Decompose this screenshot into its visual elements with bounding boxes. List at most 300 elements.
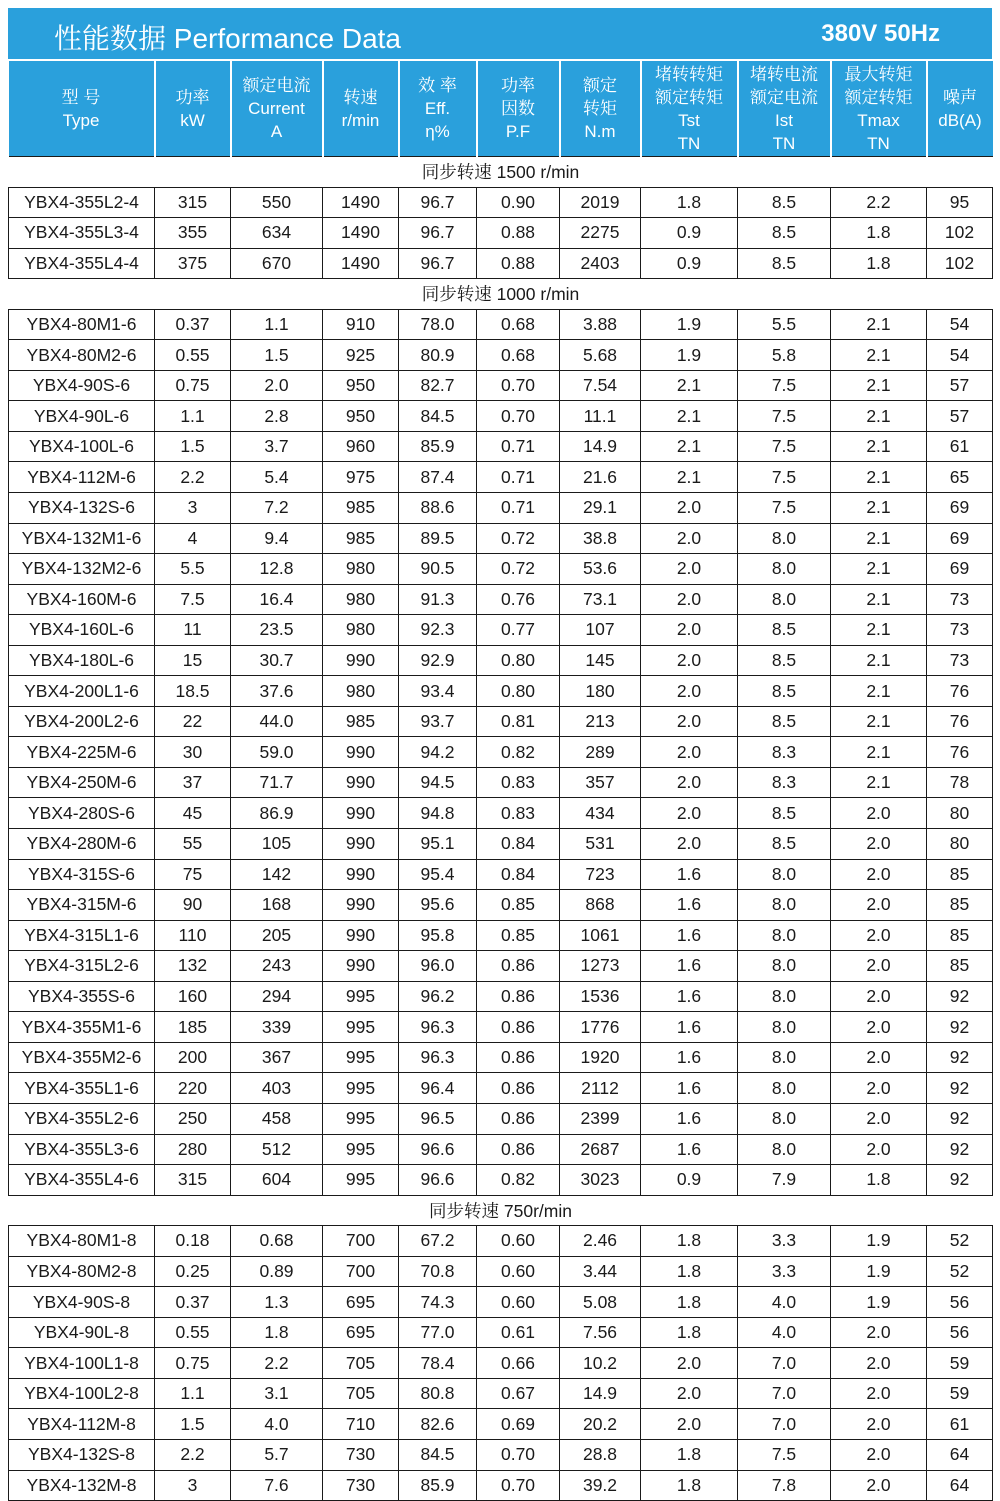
value-cell: 39.2 — [560, 1470, 641, 1501]
value-cell: 5.5 — [155, 554, 231, 585]
value-cell: 1490 — [323, 248, 399, 279]
value-cell: 980 — [323, 676, 399, 707]
value-cell: 2.8 — [231, 401, 323, 432]
value-cell: 0.88 — [477, 248, 560, 279]
value-cell: 2.0 — [831, 1103, 927, 1134]
value-cell: 1.1 — [155, 1378, 231, 1409]
value-cell: 14.9 — [560, 1378, 641, 1409]
value-cell: 910 — [323, 309, 399, 340]
value-cell: 2.0 — [641, 1348, 738, 1379]
value-cell: 2.0 — [641, 1378, 738, 1409]
value-cell: 0.70 — [477, 1439, 560, 1470]
table-row — [9, 920, 993, 951]
table-row — [9, 1042, 993, 1073]
value-cell: 7.0 — [738, 1409, 831, 1440]
table-row — [9, 1348, 993, 1379]
value-cell: 1.8 — [641, 1470, 738, 1501]
value-cell: 3.1 — [231, 1378, 323, 1409]
page-title: 性能数据 Performance Data — [54, 23, 401, 54]
column-header-line: r/min — [341, 110, 380, 130]
value-cell: 84.5 — [399, 1439, 477, 1470]
value-cell: 2.2 — [231, 1348, 323, 1379]
column-header-line: Eff. — [424, 99, 451, 118]
model-cell: YBX4-280M-6 — [9, 829, 155, 860]
value-cell: 2.0 — [831, 1439, 927, 1470]
value-cell: 77.0 — [399, 1317, 477, 1348]
value-cell: 23.5 — [231, 615, 323, 646]
table-row — [9, 218, 993, 249]
value-cell: 55 — [155, 829, 231, 860]
value-cell: 980 — [323, 615, 399, 646]
value-cell: 695 — [323, 1287, 399, 1318]
value-cell: 7.5 — [155, 584, 231, 615]
value-cell: 0.60 — [477, 1226, 560, 1257]
value-cell: 7.2 — [231, 493, 323, 524]
column-header-line: Current — [248, 99, 305, 118]
table-row — [9, 676, 993, 707]
value-cell: 1.8 — [831, 1165, 927, 1196]
model-cell: YBX4-90L-6 — [9, 401, 155, 432]
value-cell: 0.82 — [477, 1165, 560, 1196]
table-row — [9, 431, 993, 462]
value-cell: 85.9 — [399, 431, 477, 462]
column-header — [641, 61, 738, 157]
value-cell: 990 — [323, 920, 399, 951]
column-header — [399, 61, 477, 157]
value-cell: 3.3 — [738, 1256, 831, 1287]
table-row — [9, 584, 993, 615]
value-cell: 7.5 — [738, 493, 831, 524]
table-row — [9, 1012, 993, 1043]
value-cell: 78 — [927, 767, 993, 798]
table-row — [9, 1256, 993, 1287]
value-cell: 90.5 — [399, 554, 477, 585]
value-cell: 54 — [927, 340, 993, 371]
value-cell: 205 — [231, 920, 323, 951]
value-cell: 94.8 — [399, 798, 477, 829]
value-cell: 0.37 — [155, 1287, 231, 1318]
value-cell: 168 — [231, 890, 323, 921]
column-header-line: Ist — [775, 110, 793, 130]
value-cell: 0.83 — [477, 767, 560, 798]
value-cell: 20.2 — [560, 1409, 641, 1440]
value-cell: 4 — [155, 523, 231, 554]
value-cell: 2.1 — [831, 462, 927, 493]
value-cell: 0.72 — [477, 523, 560, 554]
table-row — [9, 1226, 993, 1257]
value-cell: 403 — [231, 1073, 323, 1104]
column-header-line: 最大转矩 — [844, 64, 913, 84]
value-cell: 975 — [323, 462, 399, 493]
column-header-line: Tst — [678, 110, 700, 130]
value-cell: 7.5 — [738, 370, 831, 401]
table-row — [9, 1103, 993, 1134]
table-row — [9, 859, 993, 890]
model-cell: YBX4-112M-6 — [9, 462, 155, 493]
model-cell: YBX4-132M2-6 — [9, 554, 155, 585]
value-cell: 315 — [155, 1165, 231, 1196]
value-cell: 1.8 — [641, 1317, 738, 1348]
value-cell: 2.0 — [641, 493, 738, 524]
table-row — [9, 890, 993, 921]
value-cell: 2.1 — [831, 767, 927, 798]
value-cell: 53.6 — [560, 554, 641, 585]
model-cell: YBX4-160M-6 — [9, 584, 155, 615]
value-cell: 990 — [323, 951, 399, 982]
value-cell: 8.5 — [738, 248, 831, 279]
value-cell: 0.88 — [477, 218, 560, 249]
model-cell: YBX4-100L2-8 — [9, 1378, 155, 1409]
value-cell: 7.5 — [738, 462, 831, 493]
value-cell: 8.0 — [738, 1134, 831, 1165]
value-cell: 3.88 — [560, 309, 641, 340]
value-cell: 89.5 — [399, 523, 477, 554]
value-cell: 2.1 — [831, 645, 927, 676]
value-cell: 37.6 — [231, 676, 323, 707]
value-cell: 28.8 — [560, 1439, 641, 1470]
column-header-line: 转速 — [343, 87, 378, 107]
model-cell: YBX4-90S-6 — [9, 370, 155, 401]
value-cell: 11.1 — [560, 401, 641, 432]
value-cell: 76 — [927, 737, 993, 768]
model-cell: YBX4-355M1-6 — [9, 1012, 155, 1043]
value-cell: 2.0 — [641, 523, 738, 554]
value-cell: 1.9 — [831, 1256, 927, 1287]
value-cell: 0.86 — [477, 1073, 560, 1104]
value-cell: 73 — [927, 615, 993, 646]
value-cell: 21.6 — [560, 462, 641, 493]
value-cell: 367 — [231, 1042, 323, 1073]
model-cell: YBX4-112M-8 — [9, 1409, 155, 1440]
value-cell: 3 — [155, 1470, 231, 1501]
value-cell: 0.81 — [477, 706, 560, 737]
column-header-line: 型 号 — [61, 87, 101, 107]
value-cell: 3.3 — [738, 1226, 831, 1257]
section-row — [9, 157, 993, 188]
value-cell: 289 — [560, 737, 641, 768]
value-cell: 59.0 — [231, 737, 323, 768]
value-cell: 54 — [927, 309, 993, 340]
value-cell: 1490 — [323, 218, 399, 249]
title-bar — [8, 8, 992, 59]
table-row — [9, 187, 993, 218]
value-cell: 8.5 — [738, 645, 831, 676]
value-cell: 7.5 — [738, 431, 831, 462]
value-cell: 0.37 — [155, 309, 231, 340]
value-cell: 2.1 — [831, 340, 927, 371]
value-cell: 80 — [927, 798, 993, 829]
value-cell: 0.71 — [477, 493, 560, 524]
value-cell: 4.0 — [231, 1409, 323, 1440]
model-cell: YBX4-90S-8 — [9, 1287, 155, 1318]
value-cell: 990 — [323, 859, 399, 890]
value-cell: 925 — [323, 340, 399, 371]
value-cell: 355 — [155, 218, 231, 249]
value-cell: 2.2 — [831, 187, 927, 218]
column-header — [560, 61, 641, 157]
value-cell: 2.1 — [831, 523, 927, 554]
value-cell: 92 — [927, 1012, 993, 1043]
value-cell: 280 — [155, 1134, 231, 1165]
section-label: 同步转速 750r/min — [9, 1195, 993, 1226]
value-cell: 985 — [323, 706, 399, 737]
value-cell: 0.80 — [477, 645, 560, 676]
value-cell: 990 — [323, 645, 399, 676]
value-cell: 2275 — [560, 218, 641, 249]
value-cell: 2.0 — [641, 1409, 738, 1440]
value-cell: 92 — [927, 1073, 993, 1104]
table-row — [9, 737, 993, 768]
value-cell: 730 — [323, 1439, 399, 1470]
table-row — [9, 370, 993, 401]
value-cell: 5.5 — [738, 309, 831, 340]
value-cell: 4.0 — [738, 1317, 831, 1348]
model-cell: YBX4-355L3-6 — [9, 1134, 155, 1165]
value-cell: 2.1 — [831, 554, 927, 585]
value-cell: 1.6 — [641, 890, 738, 921]
column-header-line: 额定电流 — [242, 76, 311, 95]
value-cell: 2.0 — [831, 1134, 927, 1165]
column-header-line: 堵转电流 — [750, 64, 818, 84]
value-cell: 0.55 — [155, 340, 231, 371]
value-cell: 1.6 — [641, 981, 738, 1012]
value-cell: 1.6 — [641, 1042, 738, 1073]
value-cell: 2.1 — [831, 370, 927, 401]
value-cell: 995 — [323, 981, 399, 1012]
value-cell: 0.84 — [477, 829, 560, 860]
value-cell: 18.5 — [155, 676, 231, 707]
value-cell: 980 — [323, 584, 399, 615]
table-row — [9, 401, 993, 432]
table-row — [9, 1073, 993, 1104]
section-label: 同步转速 1000 r/min — [9, 279, 993, 310]
column-header-line: 转矩 — [583, 99, 617, 118]
column-header — [323, 61, 399, 157]
value-cell: 2.2 — [155, 462, 231, 493]
value-cell: 29.1 — [560, 493, 641, 524]
value-cell: 0.77 — [477, 615, 560, 646]
value-cell: 57 — [927, 401, 993, 432]
value-cell: 105 — [231, 829, 323, 860]
value-cell: 132 — [155, 951, 231, 982]
value-cell: 990 — [323, 767, 399, 798]
value-cell: 92 — [927, 1165, 993, 1196]
value-cell: 1.9 — [641, 340, 738, 371]
value-cell: 0.80 — [477, 676, 560, 707]
value-cell: 2.1 — [831, 584, 927, 615]
value-cell: 1.6 — [641, 1073, 738, 1104]
value-cell: 0.89 — [231, 1256, 323, 1287]
value-cell: 96.5 — [399, 1103, 477, 1134]
value-cell: 723 — [560, 859, 641, 890]
value-cell: 69 — [927, 493, 993, 524]
value-cell: 73.1 — [560, 584, 641, 615]
value-cell: 2.0 — [641, 829, 738, 860]
table-row — [9, 493, 993, 524]
model-cell: YBX4-355L4-4 — [9, 248, 155, 279]
value-cell: 185 — [155, 1012, 231, 1043]
value-cell: 8.5 — [738, 676, 831, 707]
value-cell: 102 — [927, 248, 993, 279]
value-cell: 357 — [560, 767, 641, 798]
value-cell: 670 — [231, 248, 323, 279]
column-header-line: TN — [772, 133, 796, 153]
value-cell: 634 — [231, 218, 323, 249]
value-cell: 8.0 — [738, 554, 831, 585]
value-cell: 16.4 — [231, 584, 323, 615]
value-cell: 0.61 — [477, 1317, 560, 1348]
value-cell: 0.86 — [477, 1103, 560, 1134]
value-cell: 0.75 — [155, 1348, 231, 1379]
value-cell: 0.70 — [477, 1470, 560, 1501]
column-header-line: 噪声 — [943, 87, 977, 107]
value-cell: 4.0 — [738, 1287, 831, 1318]
section-row — [9, 279, 993, 310]
value-cell: 92.9 — [399, 645, 477, 676]
value-cell: 2.0 — [641, 676, 738, 707]
value-cell: 0.84 — [477, 859, 560, 890]
value-cell: 1.6 — [641, 920, 738, 951]
column-header-line: 额定 — [583, 76, 617, 95]
column-header-line: 因数 — [501, 99, 535, 118]
value-cell: 5.68 — [560, 340, 641, 371]
value-cell: 1061 — [560, 920, 641, 951]
value-cell: 145 — [560, 645, 641, 676]
value-cell: 52 — [927, 1226, 993, 1257]
value-cell: 7.0 — [738, 1348, 831, 1379]
value-cell: 1273 — [560, 951, 641, 982]
table-row — [9, 1134, 993, 1165]
value-cell: 8.0 — [738, 859, 831, 890]
value-cell: 0.85 — [477, 920, 560, 951]
value-cell: 8.0 — [738, 1073, 831, 1104]
model-cell: YBX4-280S-6 — [9, 798, 155, 829]
value-cell: 1.5 — [231, 340, 323, 371]
table-row — [9, 1317, 993, 1348]
value-cell: 96.3 — [399, 1012, 477, 1043]
value-cell: 2.0 — [831, 1409, 927, 1440]
performance-table — [8, 61, 993, 1501]
value-cell: 90 — [155, 890, 231, 921]
column-header-line: Tmax — [857, 110, 900, 130]
value-cell: 2.0 — [831, 859, 927, 890]
value-cell: 5.7 — [231, 1439, 323, 1470]
value-cell: 2.1 — [831, 676, 927, 707]
value-cell: 160 — [155, 981, 231, 1012]
model-cell: YBX4-200L2-6 — [9, 706, 155, 737]
value-cell: 1.5 — [155, 1409, 231, 1440]
value-cell: 85 — [927, 920, 993, 951]
value-cell: 220 — [155, 1073, 231, 1104]
value-cell: 44.0 — [231, 706, 323, 737]
value-cell: 710 — [323, 1409, 399, 1440]
value-cell: 76 — [927, 676, 993, 707]
value-cell: 1.6 — [641, 859, 738, 890]
value-cell: 0.86 — [477, 1134, 560, 1165]
value-cell: 868 — [560, 890, 641, 921]
value-cell: 8.5 — [738, 218, 831, 249]
value-cell: 0.18 — [155, 1226, 231, 1257]
value-cell: 200 — [155, 1042, 231, 1073]
column-header-line: Type — [62, 110, 100, 130]
value-cell: 92 — [927, 981, 993, 1012]
model-cell: YBX4-132M1-6 — [9, 523, 155, 554]
value-cell: 2.1 — [831, 401, 927, 432]
value-cell: 2.0 — [231, 370, 323, 401]
value-cell: 2.0 — [831, 951, 927, 982]
section-row — [9, 1195, 993, 1226]
value-cell: 705 — [323, 1378, 399, 1409]
value-cell: 985 — [323, 493, 399, 524]
value-cell: 1.8 — [641, 1256, 738, 1287]
column-header-line: η% — [425, 122, 450, 141]
value-cell: 2.1 — [641, 401, 738, 432]
value-cell: 2.1 — [831, 706, 927, 737]
value-cell: 2.1 — [831, 493, 927, 524]
value-cell: 604 — [231, 1165, 323, 1196]
value-cell: 0.76 — [477, 584, 560, 615]
value-cell: 8.0 — [738, 1042, 831, 1073]
value-cell: 5.08 — [560, 1287, 641, 1318]
column-header-line: dB(A) — [938, 110, 982, 130]
value-cell: 213 — [560, 706, 641, 737]
value-cell: 2.1 — [641, 431, 738, 462]
value-cell: 0.68 — [477, 340, 560, 371]
value-cell: 0.86 — [477, 981, 560, 1012]
value-cell: 80.9 — [399, 340, 477, 371]
value-cell: 2.0 — [831, 981, 927, 1012]
value-cell: 2.1 — [831, 737, 927, 768]
value-cell: 96.7 — [399, 218, 477, 249]
value-cell: 2.1 — [831, 309, 927, 340]
value-cell: 1.9 — [831, 1226, 927, 1257]
value-cell: 458 — [231, 1103, 323, 1134]
value-cell: 8.5 — [738, 798, 831, 829]
value-cell: 52 — [927, 1256, 993, 1287]
value-cell: 56 — [927, 1317, 993, 1348]
value-cell: 705 — [323, 1348, 399, 1379]
value-cell: 37 — [155, 767, 231, 798]
value-cell: 2112 — [560, 1073, 641, 1104]
value-cell: 2.1 — [831, 615, 927, 646]
value-cell: 700 — [323, 1226, 399, 1257]
model-cell: YBX4-180L-6 — [9, 645, 155, 676]
value-cell: 30 — [155, 737, 231, 768]
value-cell: 531 — [560, 829, 641, 860]
model-cell: YBX4-315M-6 — [9, 890, 155, 921]
value-cell: 8.0 — [738, 1103, 831, 1134]
value-cell: 3023 — [560, 1165, 641, 1196]
value-cell: 1776 — [560, 1012, 641, 1043]
value-cell: 57 — [927, 370, 993, 401]
value-cell: 8.5 — [738, 615, 831, 646]
value-cell: 0.70 — [477, 370, 560, 401]
value-cell: 2.0 — [831, 1012, 927, 1043]
value-cell: 990 — [323, 737, 399, 768]
value-cell: 700 — [323, 1256, 399, 1287]
value-cell: 990 — [323, 798, 399, 829]
value-cell: 1.9 — [641, 309, 738, 340]
table-row — [9, 1439, 993, 1470]
value-cell: 8.3 — [738, 737, 831, 768]
value-cell: 0.60 — [477, 1256, 560, 1287]
model-cell: YBX4-200L1-6 — [9, 676, 155, 707]
column-header-line: 额定转矩 — [844, 87, 913, 107]
value-cell: 22 — [155, 706, 231, 737]
value-cell: 1.8 — [641, 1439, 738, 1470]
value-cell: 339 — [231, 1012, 323, 1043]
column-header — [927, 61, 993, 157]
